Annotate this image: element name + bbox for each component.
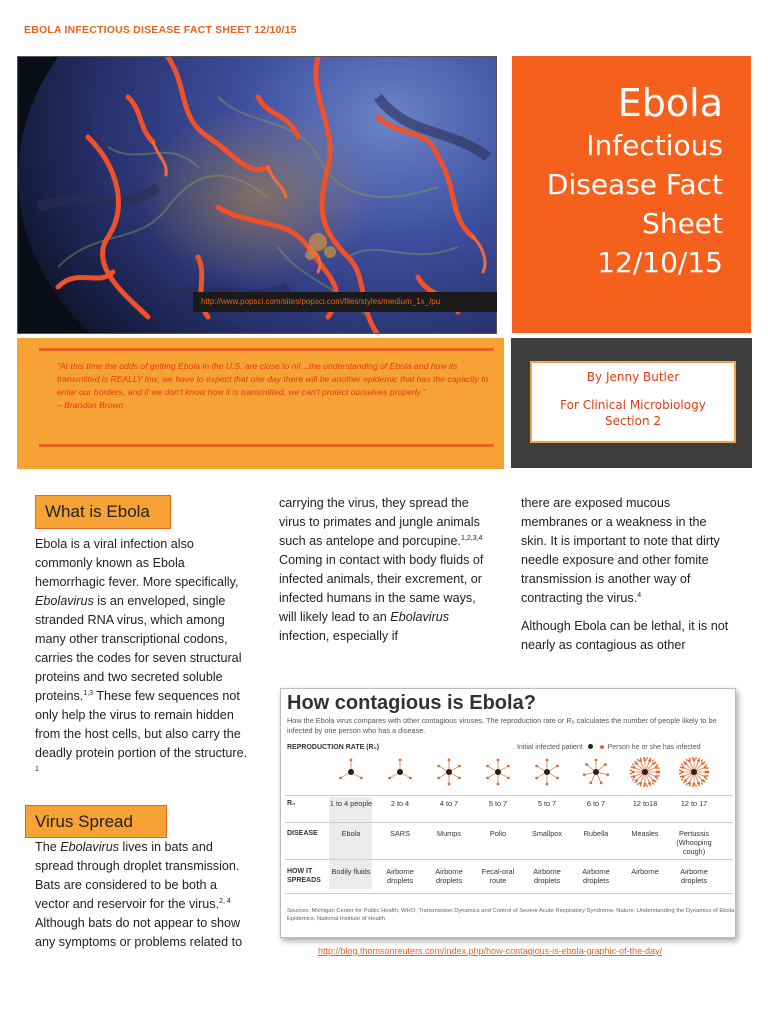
infected-person-dot <box>704 775 707 778</box>
disease-cell: Smallpox <box>531 829 562 838</box>
title-line-1: Infectious <box>586 129 723 162</box>
infected-person-dot <box>546 759 549 762</box>
infected-person-dot <box>639 782 642 785</box>
infected-person-dot <box>437 777 440 780</box>
spread-diagram-5 <box>583 759 609 785</box>
spread-cell: Airborne droplets <box>386 867 414 885</box>
initial-patient-dot <box>446 769 452 775</box>
rate-cell: 6 to 7 <box>586 799 606 808</box>
title-date: 12/10/15 <box>597 246 723 279</box>
spread-cell: Airborne droplets <box>533 867 561 885</box>
infected-person-dot <box>688 782 691 785</box>
heading-virus-spread: Virus Spread <box>25 805 167 838</box>
infected-person-dot <box>458 777 461 780</box>
legend-person-label: Person he or she has infected <box>607 744 701 751</box>
infected-person-dot <box>697 782 700 785</box>
disease-cell: Ebola <box>341 829 361 838</box>
graphic-source: Sources: Michigan Center for Public Health; WHO; Transmission Dynamics and Control of Severe Acute Respiratory Syndrome, Nature; Understanding the Dynamics of Ebola Epidemics, National Institute of Health <box>287 908 735 922</box>
infected-person-dot <box>535 777 538 780</box>
infected-person-dot <box>589 781 592 784</box>
infected-person-dot <box>635 762 638 765</box>
author-byline: By Jenny Butler <box>586 370 680 384</box>
contagion-graphic <box>280 688 736 938</box>
infected-person-dot <box>458 765 461 768</box>
infected-person-dot <box>701 762 704 765</box>
quote-block <box>17 338 504 469</box>
rate-cell: 12 to18 <box>632 799 658 808</box>
initial-patient-dot <box>544 769 550 775</box>
infected-person-dot <box>633 766 636 769</box>
initial-patient-dot <box>691 769 697 775</box>
title-main: Ebola <box>617 81 723 125</box>
disease-cell: SARS <box>390 829 410 838</box>
infected-person-dot <box>693 759 696 762</box>
infected-person-dot <box>655 766 658 769</box>
infected-person-dot <box>652 779 655 782</box>
infected-person-dot <box>644 759 647 762</box>
infected-person-dot <box>535 765 538 768</box>
infected-person-dot <box>507 765 510 768</box>
legend-initial-label: Initial infected patient <box>517 744 583 751</box>
spread-diagram-1 <box>388 759 412 780</box>
infected-person-dot <box>486 777 489 780</box>
paragraph-virus-spread: The Ebolavirus lives in bats and spread through droplet transmission. Bats are considered to be both a vector and reservoir for the virus.$^{2, 4}$ Although bats do not appear to show any symptoms or problems related to <box>35 840 243 949</box>
infected-person-dot <box>682 775 685 778</box>
heading-what-is-ebola: What is Ebola <box>35 495 171 529</box>
author-section: Section 2 <box>604 414 662 428</box>
infected-person-dot <box>350 759 353 762</box>
infected-person-dot <box>705 771 708 774</box>
infected-person-dot <box>360 777 363 780</box>
rate-cell: 1 to 4 people <box>329 799 373 808</box>
graphic-spoke-diagrams <box>281 689 736 938</box>
column-2 <box>279 494 494 655</box>
infected-person-dot <box>656 771 659 774</box>
author-card <box>530 361 736 443</box>
disease-cell: Measles <box>631 829 659 838</box>
infected-person-dot <box>448 783 451 786</box>
infected-person-dot <box>697 760 700 763</box>
infected-person-dot <box>507 777 510 780</box>
author-course: For Clinical Microbiology <box>560 398 706 412</box>
infected-person-dot <box>585 763 588 766</box>
infected-person-dot <box>604 763 607 766</box>
infected-person-dot <box>486 765 489 768</box>
quote-rule-top <box>39 348 494 351</box>
infected-person-dot <box>681 771 684 774</box>
infected-person-dot <box>600 781 603 784</box>
row-label-r0: R₀ <box>287 800 296 807</box>
row-label-spreads: HOW IT SPREADS <box>287 868 321 884</box>
running-head: EBOLA INFECTIOUS DISEASE FACT SHEET 12/10/15 <box>24 24 297 36</box>
graphic-credit-link[interactable]: http://blog.thomsonreuters.com/index.php/how-contagious-is-ebola-graphic-of-the-day/ <box>318 946 663 956</box>
disease-cell: Mumps <box>437 829 461 838</box>
spread-diagram-2 <box>437 759 461 786</box>
infected-person-dot <box>701 779 704 782</box>
infected-person-dot <box>339 777 342 780</box>
spread-diagram-0 <box>339 759 363 780</box>
column-1-lower <box>35 838 253 961</box>
infected-person-dot <box>632 771 635 774</box>
infected-person-dot <box>648 760 651 763</box>
infected-person-dot <box>497 783 500 786</box>
infected-person-dot <box>556 765 559 768</box>
paragraph-mucous: there are exposed mucous membranes or a weakness in the skin. It is important to note that dirty needle exposure and other fomite transmission is another way of contracting the virus.$^4$ <box>521 496 720 605</box>
rate-cell: 12 to 17 <box>680 799 708 808</box>
quote-author: – Brandon Brown <box>57 400 124 410</box>
infected-person-dot <box>546 783 549 786</box>
graphic-rate-label: REPRODUCTION RATE (R₀) <box>287 744 380 751</box>
graphic-divider <box>285 859 733 860</box>
quote-rule-bottom <box>39 444 494 447</box>
title-line-3: Sheet <box>642 207 723 240</box>
initial-patient-dot <box>642 769 648 775</box>
disease-cell: Polio <box>489 829 507 838</box>
infected-person-dot <box>688 760 691 763</box>
infected-person-dot <box>388 777 391 780</box>
infected-person-dot <box>409 777 412 780</box>
paragraph-contagious: Although Ebola can be lethal, it is not nearly as contagious as other <box>521 619 729 652</box>
infected-person-dot <box>639 760 642 763</box>
spread-cell: Fecal-oral route <box>481 867 515 885</box>
column-3 <box>521 494 735 664</box>
spread-diagram-7 <box>680 758 708 786</box>
paragraph-what-is-ebola: Ebola is a viral infection also commonly known as Ebola hemorrhagic fever. More specifically, Ebolavirus is an enveloped, single stranded RNA virus, which among many other transcriptional codons, carries the codes for seven structural proteins and two secreted soluble proteins.$^{1,3}$ These few sequences not only help the virus to remain hidden from the host cells, but also carry the deadly protein portion of the structure. $^1$ <box>35 537 248 773</box>
infected-person-dot <box>648 782 651 785</box>
quote-text <box>57 360 497 412</box>
initial-patient-dot <box>495 769 501 775</box>
spread-cell: Airborne droplets <box>582 867 610 885</box>
rate-cell: 5 to 7 <box>537 799 557 808</box>
graphic-subtitle: How the Ebola virus compares with other contagious viruses. The reproduction rate or R₀ calculates the number of people likely to be infected by one person who has a disease. <box>287 716 717 735</box>
rate-cell: 4 to 7 <box>439 799 459 808</box>
rate-cell: 2 to 4 <box>390 799 410 808</box>
graphic-divider <box>285 795 733 796</box>
infected-person-dot <box>595 759 598 762</box>
spread-diagram-3 <box>486 759 510 786</box>
infected-person-dot <box>556 777 559 780</box>
infected-person-dot <box>655 775 658 778</box>
spread-cell: Airborne <box>631 867 659 876</box>
infected-person-dot <box>644 783 647 786</box>
title-line-2: Disease Fact <box>546 168 723 201</box>
quote-body: "At this time the odds of getting Ebola in the U.S. are close to nil…the understanding of Ebola and how its transmitted is REALLY low, we have to expect that one day there will be another epidemic that has the capacity to enter our borders, and if we don't know how it is transmitted, we can't protect ourselves properly." <box>57 361 489 397</box>
row-label-disease: DISEASE <box>287 830 318 837</box>
graphic-divider <box>285 822 733 823</box>
column-1-upper <box>35 535 253 791</box>
infected-person-dot <box>704 766 707 769</box>
infected-person-dot <box>437 765 440 768</box>
infected-person-dot <box>652 762 655 765</box>
infected-person-dot <box>583 773 586 776</box>
disease-cell: Rubella <box>583 829 609 838</box>
infected-person-dot <box>633 775 636 778</box>
graphic-title: How contagious is Ebola? <box>287 692 536 714</box>
disease-cell: Pertussis (Whooping cough) <box>676 829 712 856</box>
title-block <box>512 56 751 333</box>
paragraph-spread-continued: carrying the virus, they spread the virus to primates and jungle animals such as antelope and porcupine.$^{1,2,3,4}$ Coming in contact with body fluids of infected animals, their excrement, or infected humans in the same ways, will likely lead to an Ebolavirus infection, especially if <box>279 496 484 643</box>
infected-person-dot <box>399 759 402 762</box>
spread-diagram-4 <box>535 759 559 786</box>
infected-person-dot <box>635 779 638 782</box>
spread-cell: Airborne droplets <box>680 867 708 885</box>
spread-cell: Airborne droplets <box>435 867 463 885</box>
infected-person-dot <box>684 779 687 782</box>
initial-patient-dot <box>348 769 354 775</box>
infected-person-dot <box>448 759 451 762</box>
initial-patient-dot <box>593 769 599 775</box>
rate-cell: 5 to 7 <box>488 799 508 808</box>
infected-person-dot <box>606 773 609 776</box>
spread-diagram-6 <box>631 758 659 786</box>
infected-person-dot <box>497 759 500 762</box>
infected-person-dot <box>693 783 696 786</box>
spread-cell: Bodily fluids <box>331 867 371 876</box>
image-credit-link[interactable]: http://www.popsci.com/sites/popsci.com/files/styles/medium_1x_/pu <box>193 292 497 312</box>
infected-person-dot <box>684 762 687 765</box>
graphic-divider <box>285 893 733 894</box>
infected-person-dot <box>682 766 685 769</box>
initial-patient-dot <box>397 769 403 775</box>
